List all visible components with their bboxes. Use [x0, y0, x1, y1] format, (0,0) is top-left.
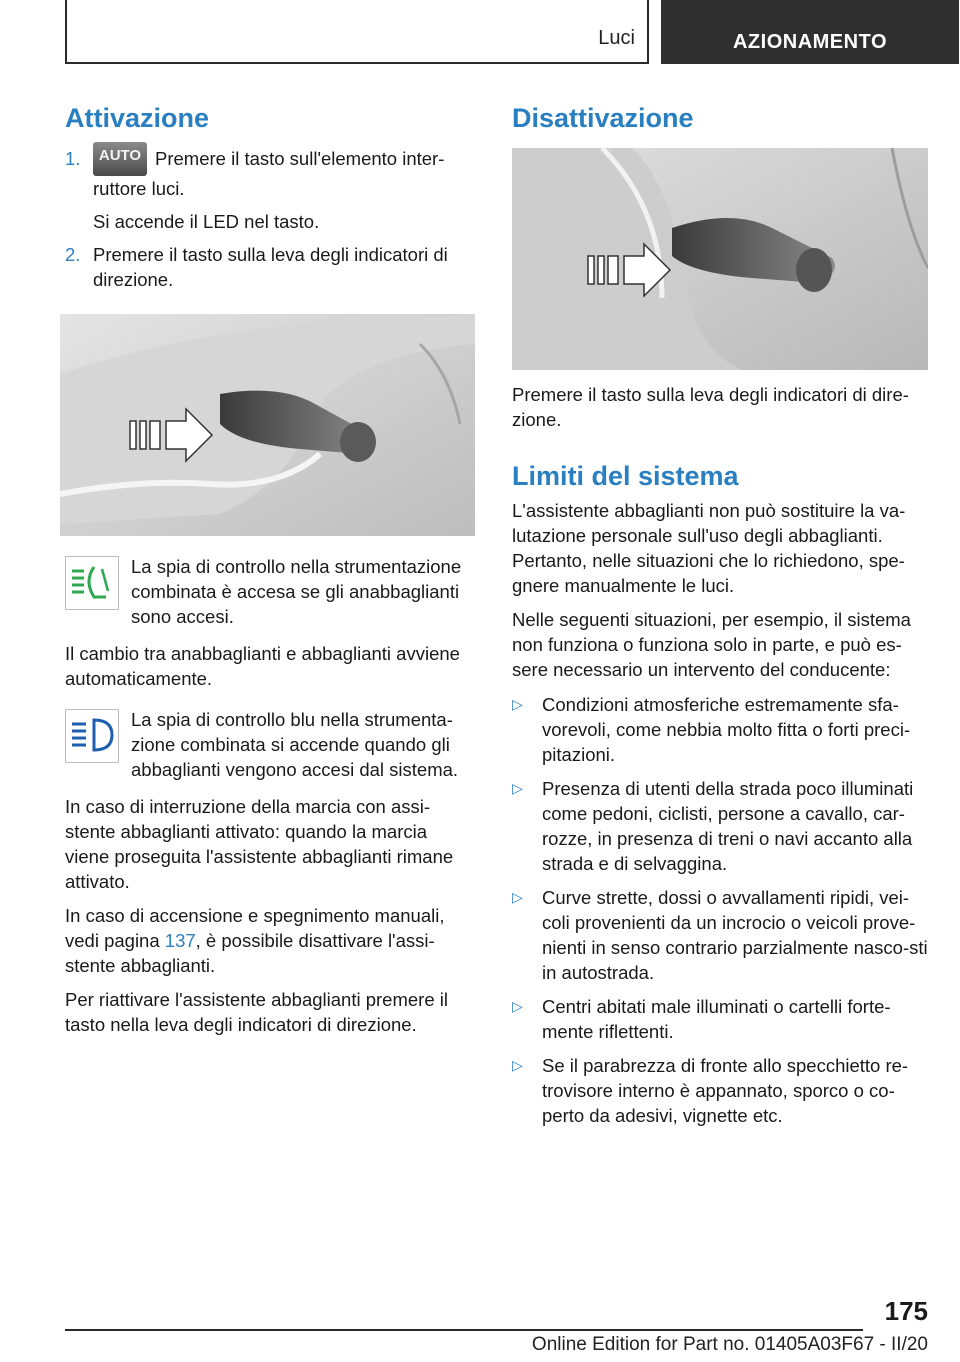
footer-edition: Online Edition for Part no. 01405A03F67 - II/20	[531, 1334, 928, 1355]
lever-illustration-2-icon	[512, 148, 928, 370]
bullet-triangle-icon: ▷	[512, 696, 523, 712]
step-1-subtext: Si accende il LED nel tasto.	[93, 211, 320, 232]
list-item	[512, 1053, 928, 1128]
photo-caption: Premere il tasto sulla leva degli indicatori di dire-zione.	[512, 384, 909, 430]
turn-signal-lever-photo-2	[512, 148, 928, 370]
paragraph-situations: Nelle seguenti situazioni, per esempio, il sistema non funziona o funziona solo in parte, e può es-sere necessario un intervento del conducente:	[512, 609, 911, 680]
header-section-box	[65, 0, 649, 64]
heading-disattivazione: Disattivazione	[512, 103, 694, 133]
list-item-text: Se il parabrezza di fronte allo specchietto re-trovisore interno è appannato, sporco o co-perto da adesivi, vignette etc.	[542, 1055, 909, 1126]
lever-illustration-icon	[60, 314, 475, 536]
list-item-text: Centri abitati male illuminati o cartelli forte-mente riflettenti.	[542, 996, 891, 1042]
page-number: 175	[884, 1296, 928, 1326]
list-item-text: Curve strette, dossi o avvallamenti ripidi, vei-coli provenienti da un incrocio o veicoli prove-nienti in senso contrario parzialmente nasco-sti in autostrada.	[542, 887, 928, 983]
step-1	[65, 146, 475, 201]
paragraph-auto-switch: Il cambio tra anabbaglianti e abbaglianti avviene automaticamente.	[65, 643, 460, 689]
bullet-triangle-icon: ▷	[512, 889, 523, 905]
situations-list	[512, 692, 928, 1128]
page-header	[65, 0, 959, 66]
step-2	[65, 242, 475, 292]
page-link-137[interactable]: 137	[164, 930, 196, 951]
paragraph-manual-b: , è possibile disattivare l'assi-stente abbaglianti.	[65, 930, 435, 976]
right-column	[512, 100, 928, 1137]
step-2-number: 2.	[65, 244, 81, 265]
bullet-triangle-icon: ▷	[512, 780, 523, 796]
lamp-2-text: La spia di controllo blu nella strumenta-zione combinata si accende quando gli abbaglianti vengono accesi dal sistema.	[131, 709, 459, 780]
lamp-info-high-beam	[65, 707, 475, 782]
list-item	[512, 885, 928, 985]
auto-headlight-lamp-icon	[65, 556, 119, 610]
step-1-text: Premere il tasto sull'elemento inter-ruttore luci.	[93, 148, 445, 199]
turn-signal-lever-photo	[60, 314, 475, 536]
header-chapter-tab: AZIONAMENTO	[661, 0, 959, 64]
list-item-text: Presenza di utenti della strada poco illuminati come pedoni, ciclisti, persone a cavallo, car-rozze, in presenza di treni o navi accanto alla strada e di selvaggina.	[542, 778, 914, 874]
heading-attivazione: Attivazione	[65, 103, 210, 133]
bullet-triangle-icon: ▷	[512, 1057, 523, 1073]
paragraph-manual-a: In caso di accensione e spegnimento manuali, vedi pagina	[65, 905, 445, 951]
high-beam-lamp-icon	[65, 709, 119, 763]
paragraph-reactivate: Per riattivare l'assistente abbaglianti premere il tasto nella leva degli indicatori di direzione.	[65, 989, 448, 1035]
heading-limiti: Limiti del sistema	[512, 461, 739, 491]
lamp-1-text: La spia di controllo nella strumentazione combinata è accesa se gli anabbaglianti sono accesi.	[131, 556, 462, 627]
step-1-sub	[65, 209, 475, 234]
step-1-number: 1.	[65, 148, 81, 169]
paragraph-limits: L'assistente abbaglianti non può sostituire la va-lutazione personale sull'uso degli abbaglianti. Pertanto, nelle situazioni che lo richiedono, spe-gnere manualmente le luci.	[512, 500, 906, 596]
paragraph-manual	[65, 903, 475, 978]
left-column	[65, 100, 475, 1037]
header-section-title: Luci	[598, 27, 635, 49]
footer-divider	[65, 1329, 863, 1331]
paragraph-interruption: In caso di interruzione della marcia con assi-stente abbaglianti attivato: quando la marcia viene proseguita l'assistente abbaglianti rimane attivato.	[65, 796, 454, 892]
auto-button-icon: AUTO	[93, 142, 147, 176]
bullet-triangle-icon: ▷	[512, 998, 523, 1014]
lamp-info-low-beam	[65, 554, 475, 629]
list-item	[512, 776, 928, 876]
list-item	[512, 994, 928, 1044]
step-2-text: Premere il tasto sulla leva degli indicatori di direzione.	[93, 244, 448, 290]
list-item-text: Condizioni atmosferiche estremamente sfa-vorevoli, come nebbia molto fitta o forti preci-pitazioni.	[542, 694, 911, 765]
list-item	[512, 692, 928, 767]
